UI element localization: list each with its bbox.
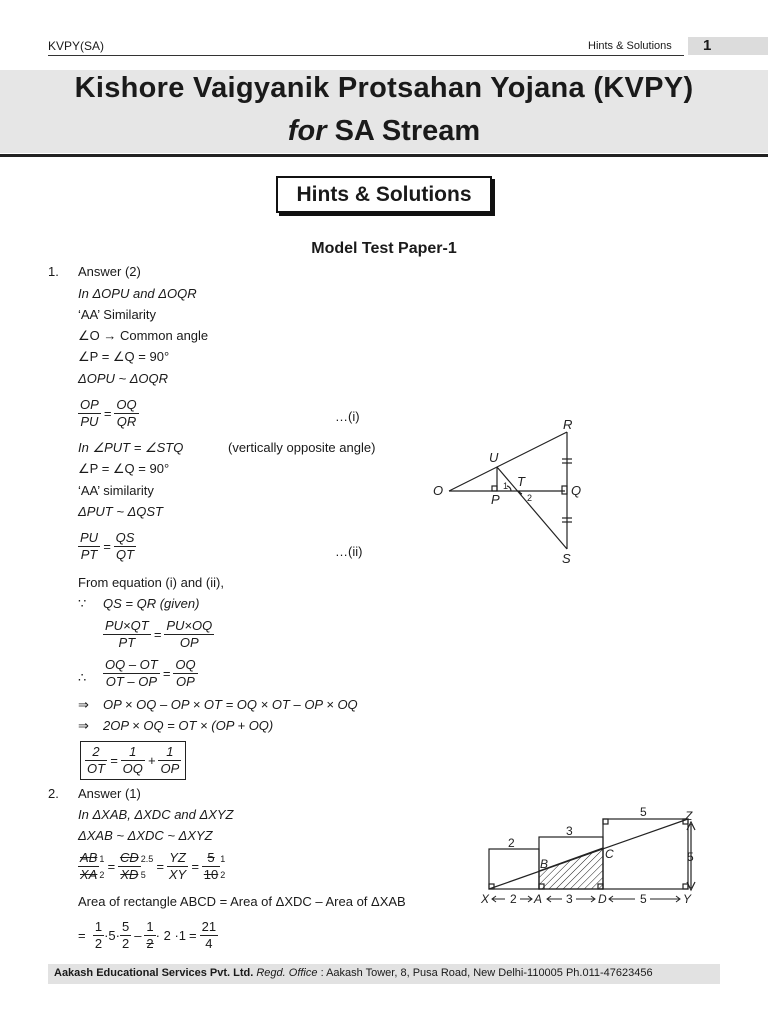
cancel-superscript: 2.5 — [140, 853, 154, 864]
figure-label: B — [540, 857, 549, 871]
subtitle-italic: for — [287, 115, 327, 147]
q1-note: (vertically opposite angle) — [228, 440, 376, 455]
page-number-box — [688, 37, 768, 55]
fraction-denominator: OP — [179, 635, 199, 650]
fraction-numerator: OP — [80, 397, 99, 412]
cancel-superscript: 1 — [99, 853, 105, 864]
fraction-denominator: 2 — [146, 936, 154, 951]
cancel-subscript: 2 — [220, 869, 226, 880]
q1-triangle-figure — [425, 415, 595, 570]
fraction-denominator: OT – OP — [105, 674, 158, 689]
equation-tag: …(ii) — [335, 544, 363, 559]
figure-label: X — [481, 892, 490, 906]
q1-line: In ∠PUT = ∠STQ — [78, 440, 184, 455]
q2-ratio-chain: $\frac{AB}{XA}$ 1 2 = $\frac{CD}{XD}$ 2.5 5 = $\frac{YZ}{XY}$ = $\frac{5}{10}$ 1 2 — [80, 850, 226, 882]
fraction-numerator: 1 — [158, 744, 181, 761]
fraction-numerator: OQ — [175, 657, 196, 672]
fraction-denominator: QT — [116, 547, 135, 562]
fraction-denominator: 4 — [205, 936, 213, 951]
fraction-denominator: OP — [160, 761, 180, 776]
figure-label: 2 — [508, 836, 515, 850]
fraction-numerator: PU×OQ — [166, 618, 213, 633]
q2-answer: Answer (1) — [78, 786, 141, 801]
calc-equals: = — [189, 928, 197, 943]
fraction-numerator: 5 — [202, 850, 220, 867]
figure-label: R — [563, 417, 573, 432]
figure-label: D — [598, 892, 607, 906]
q2-line: ΔXAB ~ ΔXDC ~ ΔXYZ — [78, 828, 213, 843]
q2-line: In ΔXAB, ΔXDC and ΔXYZ — [78, 807, 234, 822]
fraction-denominator: XY — [168, 867, 187, 882]
fraction-numerator: OQ — [116, 397, 137, 412]
footer-company: Aakash Educational Services Pvt. Ltd. — [54, 967, 254, 979]
page-title: Kishore Vaigyanik Protsahan Yojana (KVPY) — [74, 72, 694, 104]
section-heading-box: Hints & Solutions — [276, 176, 492, 213]
subtitle-rest: SA Stream — [334, 115, 481, 147]
figure-label: C — [605, 847, 614, 861]
calc-equals: = — [78, 928, 86, 943]
angle-label: 2 — [527, 493, 533, 503]
figure-label: S — [562, 551, 571, 566]
q1-line: ΔOPU ~ ΔOQR — [78, 371, 169, 386]
q1-equation-2: $\frac{PU}{PT}$ = $\frac{QS}{QT}$ — [80, 530, 135, 562]
figure-label: 5 — [640, 805, 647, 819]
fraction-denominator: PU — [80, 414, 99, 429]
fraction-denominator: XA — [80, 867, 98, 882]
figure-label: O — [433, 483, 444, 498]
fraction-denominator: 10 — [203, 867, 219, 882]
q1-equation-4: $\frac{OQ - OT}{OT - OP}$ = $\frac{OQ}{OP}$ — [105, 657, 196, 689]
q2-line: Area of rectangle ABCD = Area of ΔXDC – Area of ΔXAB — [78, 894, 406, 909]
figure-label: P — [491, 492, 500, 507]
fraction-numerator: CD — [119, 850, 139, 865]
calc-term: · 2 ·1 — [155, 928, 186, 943]
fraction-denominator: OP — [176, 674, 195, 689]
q1-final-answer-box: $\frac{2}{OT}$ = $\frac{1}{OQ}$ + $\frac{1}{OP}$ — [80, 741, 186, 780]
fraction-denominator: 2 — [94, 936, 103, 951]
fraction-denominator: OQ — [122, 761, 143, 776]
header-left: KVPY(SA) — [48, 39, 105, 53]
figure-label: 3 — [566, 892, 573, 906]
figure-label: Q — [571, 483, 582, 498]
cancel-superscript: 1 — [220, 853, 226, 864]
q1-equation-3: $\frac{PU\times QT}{PT}$ = $\frac{PU\times OQ}{OP}$ — [105, 618, 213, 650]
q1-answer: Answer (2) — [78, 264, 141, 279]
fraction-denominator: XD — [120, 867, 139, 882]
footer — [54, 967, 653, 979]
figure-label: T — [517, 474, 525, 489]
figure-label: 2 — [510, 892, 517, 906]
fraction-numerator: PU — [80, 530, 99, 545]
cancel-subscript: 5 — [140, 869, 146, 880]
fraction-numerator: QS — [115, 530, 135, 545]
q1-line: ‘AA’ similarity — [78, 483, 154, 498]
header-rule — [48, 55, 684, 56]
therefore-symbol: ∴ — [78, 670, 87, 685]
q2-calculation — [78, 919, 218, 952]
cancel-subscript: 2 — [99, 869, 105, 880]
fraction-denominator: PT — [80, 547, 98, 562]
q1-line: From equation (i) and (ii), — [78, 575, 224, 590]
fraction-denominator: PT — [118, 635, 136, 650]
because-symbol: ∵ — [78, 596, 87, 611]
footer-address: : Aakash Tower, 8, Pusa Road, New Delhi-110005 Ph.011-47623456 — [320, 967, 653, 979]
fraction-numerator: PU×QT — [105, 618, 149, 633]
figure-label: U — [489, 450, 499, 465]
figure-label: 3 — [566, 824, 573, 838]
fraction-numerator: YZ — [167, 850, 188, 867]
q2-number: 2. — [48, 786, 59, 801]
fraction-numerator: 21 — [201, 919, 217, 934]
fraction-numerator: 1 — [121, 744, 145, 761]
q1-line: QS = QR (given) — [103, 596, 200, 611]
q1-line: 2OP × OQ = OT × (OP + OQ) — [103, 718, 274, 733]
q1-line: ‘AA’ Similarity — [78, 307, 157, 322]
figure-label: 5 — [687, 850, 694, 864]
figure-label: Y — [683, 892, 692, 906]
q1-line: ∠P = ∠Q = 90° — [78, 349, 170, 364]
header-right: Hints & Solutions — [588, 40, 672, 52]
paper-title: Model Test Paper-1 — [311, 240, 457, 257]
fraction-numerator: 5 — [121, 919, 130, 934]
q1-equation-1: $\frac{OP}{PU}$ = $\frac{OQ}{QR}$ — [80, 397, 137, 429]
fraction-denominator: QR — [116, 414, 137, 429]
fraction-numerator: 1 — [94, 919, 103, 934]
fraction-denominator: OT — [87, 761, 106, 776]
figure-label: Z — [685, 809, 693, 823]
fraction-numerator: OQ – OT — [105, 657, 158, 672]
implies-symbol: ⇒ — [78, 697, 89, 712]
q1-line: ∠O → Common angle — [78, 328, 209, 343]
fraction-numerator: 1 — [146, 919, 154, 934]
angle-label: 1 — [503, 481, 509, 491]
figure-label: A — [534, 892, 543, 906]
calc-minus: – — [134, 928, 142, 943]
equation-tag: …(i) — [335, 409, 360, 424]
q1-number: 1. — [48, 264, 59, 279]
q1-line: ∠P = ∠Q = 90° — [78, 461, 170, 476]
q2-rectangles-figure — [478, 804, 708, 910]
footer-office-label: Regd. Office — [256, 967, 318, 979]
fraction-numerator: 2 — [85, 744, 107, 761]
page-number: 1 — [703, 37, 712, 54]
fraction-denominator: 2 — [121, 936, 130, 951]
q1-line: OP × OQ – OP × OT = OQ × OT – OP × OQ — [103, 697, 358, 712]
page-subtitle — [0, 115, 768, 148]
banner-rule — [0, 154, 768, 157]
calc-term: ·5· — [104, 928, 120, 943]
q1-line: ΔPUT ~ ΔQST — [78, 504, 163, 519]
q1-line: In ΔOPU and ΔOQR — [78, 286, 197, 301]
fraction-numerator: AB — [80, 850, 98, 865]
implies-symbol: ⇒ — [78, 718, 89, 733]
figure-label: 5 — [640, 892, 647, 906]
